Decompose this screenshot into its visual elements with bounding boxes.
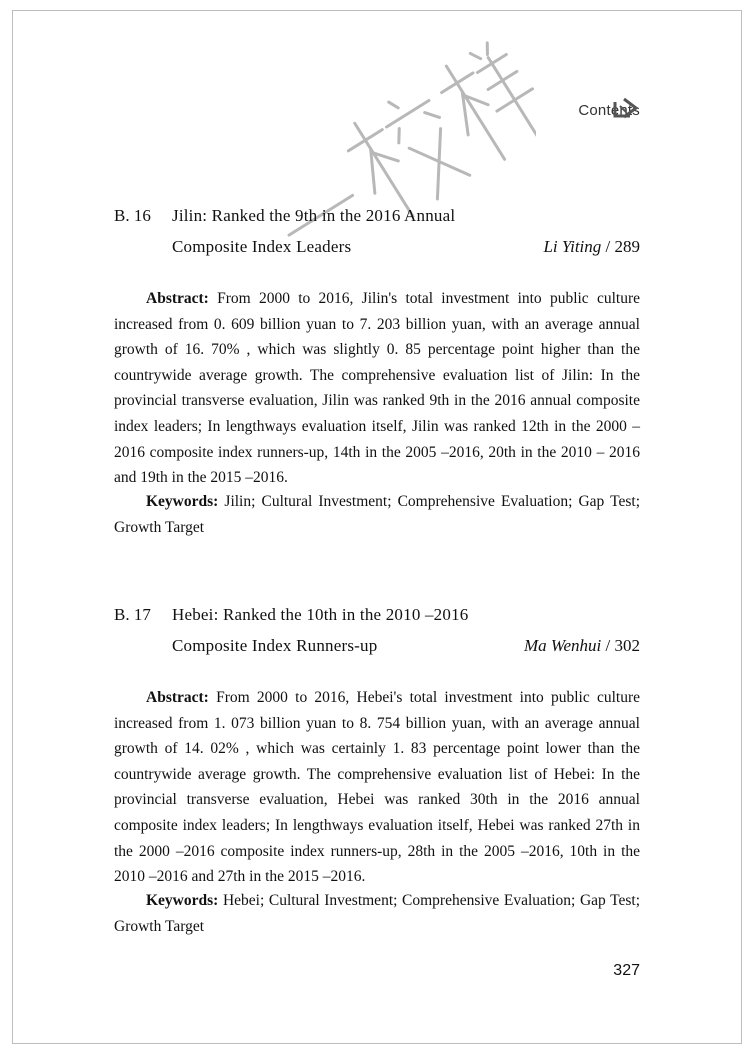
contents-arrow-icon: [612, 96, 640, 120]
abstract-paragraph: [114, 685, 640, 890]
keywords-paragraph: [114, 888, 640, 939]
entry-number: B. 17: [114, 605, 151, 624]
abstract-text: From 2000 to 2016, Hebei's total investment into public culture increased from 1. 073 billion yuan to 8. 754 billion yuan, with an average annual growth of 14. 02% , which was certainly 1. 83 percentage point lower than the countrywide average growth. The comprehensive evaluation list of Hebei: In the provincial transverse evaluation, Hebei was ranked 30th in the 2016 annual composite index leaders; In lengthways evaluation itself, Hebei was ranked 27th in the 2000 –2016 composite index runners-up, 28th in the 2005 –2016, 10th in the 2010 –2016 and 27th in the 2015 –2016.: [114, 689, 640, 886]
keywords-label: Keywords:: [146, 892, 219, 909]
abstract-label: Abstract:: [146, 689, 209, 706]
keywords-text: Hebei; Cultural Investment; Comprehensive Evaluation; Gap Test; Growth Target: [114, 892, 641, 935]
entry-byline: [543, 237, 640, 257]
entry-title: Jilin: Ranked the 9th in the 2016 Annual: [172, 206, 456, 225]
author-name: Ma Wenhui: [523, 636, 602, 655]
abstract-paragraph: [114, 286, 640, 491]
keywords-paragraph: [114, 489, 640, 540]
entry-title-cont: Composite Index Runners-up: [172, 636, 378, 655]
abstract-label: Abstract:: [146, 290, 209, 307]
entry-title: Hebei: Ranked the 10th in the 2010 –2016: [172, 605, 469, 624]
entry-byline: [524, 636, 640, 656]
page-number: 327: [613, 962, 640, 979]
page-ref: / 289: [605, 237, 640, 256]
page-ref: / 302: [605, 636, 640, 655]
entry-title-cont: Composite Index Leaders: [172, 237, 352, 256]
author-name: Li Yiting: [543, 237, 602, 256]
keywords-text: Jilin; Cultural Investment; Comprehensive Evaluation; Gap Test; Growth Target: [114, 493, 640, 536]
entry-number: B. 16: [114, 206, 151, 225]
section-header: Contents: [578, 102, 640, 119]
abstract-text: From 2000 to 2016, Jilin's total investment into public culture increased from 0. 609 billion yuan to 7. 203 billion yuan, with an average annual growth of 16. 70% , which was slightly 0. 85 percentage point higher than the countrywide average growth. The comprehensive evaluation list of Jilin: In the provincial transverse evaluation, Jilin was ranked 9th in the 2016 annual composite index leaders; In lengthways evaluation itself, Jilin was ranked 12th in the 2000 – 2016 composite index runners-up, 14th in the 2005 –2016, 20th in the 2010 – 2016 and 19th in the 2015 –2016.: [114, 290, 640, 487]
keywords-label: Keywords:: [146, 493, 219, 510]
